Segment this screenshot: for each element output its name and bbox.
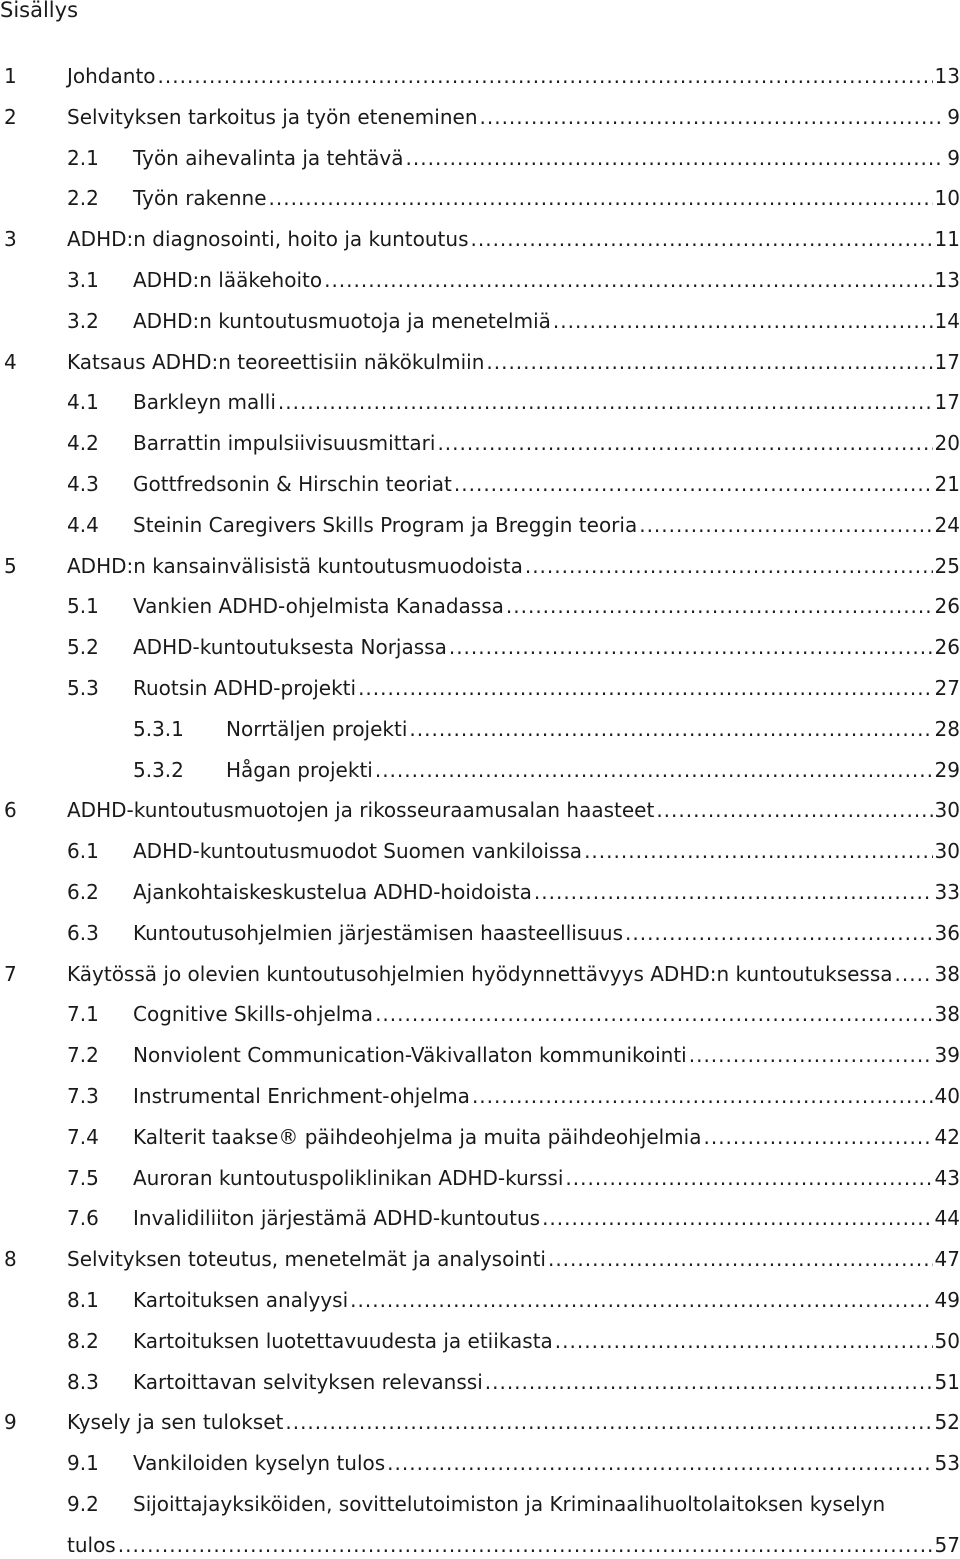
toc-entry-number: 6 [4, 798, 17, 822]
toc-entry-page: 14 [934, 309, 960, 333]
toc-entry-title: Työn rakenne [133, 186, 267, 210]
toc-entry-number: 4.2 [67, 431, 99, 455]
dot-leader [278, 388, 933, 416]
toc-entry-title: Gottfredsonin & Hirschin teoriat [133, 472, 452, 496]
dot-leader [486, 348, 932, 376]
toc-entry[interactable] [0, 1449, 960, 1477]
toc-entry-number: 5.1 [67, 594, 99, 618]
dot-leader [409, 715, 932, 743]
toc-entry-page: 21 [934, 472, 960, 496]
toc-entry-number: 3.1 [67, 268, 99, 292]
toc-entry-number: 7.4 [67, 1125, 99, 1149]
toc-entry-title: ADHD:n lääkehoito [133, 268, 323, 292]
toc-entry-page: 47 [934, 1247, 960, 1271]
toc-entry-number: 9 [4, 1410, 17, 1434]
toc-entry-number: 5 [4, 554, 17, 578]
toc-entry-title: Selvityksen toteutus, menetelmät ja analysointi [67, 1247, 546, 1271]
toc-entry-title: Hågan projekti [226, 758, 373, 782]
dot-leader [324, 266, 932, 294]
dot-leader [480, 103, 945, 131]
toc-entry-page: 33 [934, 880, 960, 904]
toc-entry-title: Cognitive Skills-ohjelma [133, 1002, 374, 1026]
toc-entry-title: ADHD:n kansainvälisistä kuntoutusmuodoista [67, 554, 523, 578]
toc-entry-page: 40 [934, 1084, 960, 1108]
dot-leader [625, 919, 933, 947]
toc-entry[interactable] [0, 225, 960, 253]
toc-entry-title: Sijoittajayksiköiden, sovittelutoimiston ja Kriminaalihuoltolaitoksen kyselyn [133, 1492, 886, 1516]
toc-entry[interactable] [0, 1123, 960, 1151]
toc-entry[interactable] [0, 1327, 960, 1355]
dot-leader [449, 633, 933, 661]
dot-leader [471, 225, 933, 253]
toc-entry-title: Kalterit taakse® päihdeohjelma ja muita päihdeohjelmia [133, 1125, 702, 1149]
toc-entry[interactable] [0, 796, 960, 824]
toc-entry-title: Barkleyn malli [133, 390, 276, 414]
toc-entry[interactable] [0, 552, 960, 580]
dot-leader [689, 1041, 933, 1069]
dot-leader [454, 470, 933, 498]
toc-entry-number: 4 [4, 350, 17, 374]
toc-entry-title: Käytössä jo olevien kuntoutusohjelmien hyödynnettävyys ADHD:n kuntoutuksessa [67, 962, 893, 986]
toc-entry-page: 51 [934, 1370, 960, 1394]
toc-entry-title: Ajankohtaiskeskustelua ADHD-hoidoista [133, 880, 532, 904]
toc-entry[interactable] [0, 1164, 960, 1192]
toc-heading: Sisällys [0, 0, 79, 22]
dot-leader [555, 1327, 933, 1355]
toc-entry-title: Ruotsin ADHD-projekti [133, 676, 357, 700]
dot-leader [542, 1204, 932, 1232]
toc-entry[interactable] [0, 592, 960, 620]
dot-leader [406, 144, 944, 172]
toc-entry-number: 4.1 [67, 390, 99, 414]
dot-leader [548, 1245, 933, 1273]
toc-entry[interactable] [0, 470, 960, 498]
toc-entry[interactable] [0, 184, 960, 212]
toc-entry-page: 49 [934, 1288, 960, 1312]
toc-entry[interactable] [0, 103, 960, 131]
dot-leader [639, 511, 932, 539]
dot-leader [350, 1286, 932, 1314]
toc-entry-number: 2.2 [67, 186, 99, 210]
toc-entry-title: ADHD:n kuntoutusmuotoja ja menetelmiä [133, 309, 551, 333]
toc-entry-number: 7.1 [67, 1002, 99, 1026]
toc-entry-page: 53 [934, 1451, 960, 1475]
toc-entry[interactable] [0, 1490, 960, 1518]
toc-entry[interactable] [0, 1286, 960, 1314]
dot-leader [375, 756, 933, 784]
toc-entry-page: 29 [934, 758, 960, 782]
dot-leader [565, 1164, 932, 1192]
dot-leader [656, 796, 932, 824]
toc-entry-number: 5.2 [67, 635, 99, 659]
toc-entry[interactable] [0, 1245, 960, 1273]
dot-leader [506, 592, 933, 620]
toc-entry-number: 7 [4, 962, 17, 986]
toc-entry[interactable] [0, 511, 960, 539]
toc-entry-title: Kartoittavan selvityksen relevanssi [133, 1370, 483, 1394]
toc-entry-title: Norrtäljen projekti [226, 717, 408, 741]
toc-entry-title: Työn aihevalinta ja tehtävä [133, 146, 404, 170]
toc-entry-number: 7.6 [67, 1206, 99, 1230]
toc-entry-title: Kuntoutusohjelmien järjestämisen haasteellisuus [133, 921, 623, 945]
toc-entry-page: 28 [934, 717, 960, 741]
toc-entry-title: Auroran kuntoutuspoliklinikan ADHD-kurssi [133, 1166, 564, 1190]
toc-entry-number: 8.2 [67, 1329, 99, 1353]
toc-entry-page: 11 [934, 227, 960, 251]
toc-entry[interactable] [0, 1082, 960, 1110]
toc-entry-title: Instrumental Enrichment-ohjelma [133, 1084, 470, 1108]
toc-entry[interactable] [0, 1041, 960, 1069]
toc-entry-page: 50 [934, 1329, 960, 1353]
toc-entry-title: ADHD-kuntoutusmuotojen ja rikosseuraamusalan haasteet [67, 798, 655, 822]
toc-entry[interactable] [0, 1204, 960, 1232]
toc-entry-number: 3.2 [67, 309, 99, 333]
toc-entry-title: Barrattin impulsiivisuusmittari [133, 431, 436, 455]
toc-entry[interactable] [0, 388, 960, 416]
toc-entry-number: 6.3 [67, 921, 99, 945]
toc-entry-page: 42 [934, 1125, 960, 1149]
toc-entry[interactable] [0, 633, 960, 661]
dot-leader [118, 1531, 933, 1559]
dot-leader [285, 1408, 932, 1436]
toc-entry-page: 17 [934, 390, 960, 414]
toc-entry-page: 24 [934, 513, 960, 537]
dot-leader [584, 837, 932, 865]
dot-leader [485, 1368, 933, 1396]
toc-entry-number: 2.1 [67, 146, 99, 170]
toc-entry[interactable] [0, 715, 960, 743]
toc-entry-page: 26 [934, 635, 960, 659]
toc-entry-number: 6.2 [67, 880, 99, 904]
toc-entry-title: ADHD-kuntoutuksesta Norjassa [133, 635, 447, 659]
toc-entry-title: Vankien ADHD-ohjelmista Kanadassa [133, 594, 504, 618]
toc-entry-number: 4.4 [67, 513, 99, 537]
dot-leader [437, 429, 932, 457]
toc-entry-page: 17 [934, 350, 960, 374]
toc-entry-number: 9.2 [67, 1492, 99, 1516]
dot-leader [703, 1123, 932, 1151]
toc-entry[interactable] [0, 837, 960, 865]
toc-entry-number: 6.1 [67, 839, 99, 863]
toc-entry[interactable] [0, 878, 960, 906]
toc-entry[interactable] [0, 266, 960, 294]
dot-leader [375, 1000, 932, 1028]
toc-entry[interactable] [0, 348, 960, 376]
dot-leader [358, 674, 932, 702]
toc-entry-page: 9 [947, 146, 960, 170]
toc-entry-page: 39 [934, 1043, 960, 1067]
toc-entry-page: 38 [934, 1002, 960, 1026]
toc-entry-title: Kartoituksen luotettavuudesta ja etiikasta [133, 1329, 553, 1353]
toc-entry-number: 7.3 [67, 1084, 99, 1108]
toc-entry[interactable] [0, 960, 960, 988]
toc-entry-title: Steinin Caregivers Skills Program ja Breggin teoria [133, 513, 638, 537]
toc-entry-number: 2 [4, 105, 17, 129]
toc-entry-page: 38 [934, 962, 960, 986]
toc-entry[interactable] [0, 62, 960, 90]
toc-entry-number: 5.3.1 [133, 717, 184, 741]
toc-entry-page: 43 [934, 1166, 960, 1190]
dot-leader [895, 960, 933, 988]
toc-entry[interactable] [0, 429, 960, 457]
toc-entry-page: 13 [934, 268, 960, 292]
dot-leader [525, 552, 933, 580]
dot-leader [472, 1082, 933, 1110]
toc-entry-page: 30 [934, 798, 960, 822]
toc-entry-title: Nonviolent Communication-Väkivallaton kommunikointi [133, 1043, 687, 1067]
toc-entry-page: 52 [934, 1410, 960, 1434]
toc-entry-title: Kartoituksen analyysi [133, 1288, 349, 1312]
dot-leader [553, 307, 933, 335]
toc-entry[interactable] [0, 919, 960, 947]
toc-entry-number: 8.3 [67, 1370, 99, 1394]
toc-entry-page: 26 [934, 594, 960, 618]
toc-entry-number: 7.2 [67, 1043, 99, 1067]
toc-entry[interactable] [0, 674, 960, 702]
toc-entry-title: ADHD-kuntoutusmuodot Suomen vankiloissa [133, 839, 583, 863]
dot-leader [534, 878, 933, 906]
toc-entry[interactable] [0, 1000, 960, 1028]
toc-entry-page: 36 [934, 921, 960, 945]
toc-entry-page: 25 [934, 554, 960, 578]
toc-entry-number: 8.1 [67, 1288, 99, 1312]
toc-entry-page: 20 [934, 431, 960, 455]
toc-entry-page: 57 [934, 1533, 960, 1557]
toc-entry-page: 9 [947, 105, 960, 129]
toc-entry-number: 7.5 [67, 1166, 99, 1190]
toc-entry[interactable] [0, 307, 960, 335]
toc-entry[interactable] [0, 1368, 960, 1396]
toc-entry-number: 9.1 [67, 1451, 99, 1475]
toc-entry-number: 1 [4, 64, 17, 88]
toc-entry-title: Selvityksen tarkoitus ja työn eteneminen [67, 105, 478, 129]
toc-entry-page: 10 [934, 186, 960, 210]
toc-entry-title: tulos [67, 1533, 116, 1557]
toc-entry-title: Kysely ja sen tulokset [67, 1410, 284, 1434]
toc-entry-title: Invalidiliiton järjestämä ADHD-kuntoutus [133, 1206, 541, 1230]
toc-entry-title: Vankiloiden kyselyn tulos [133, 1451, 386, 1475]
toc-entry-page: 44 [934, 1206, 960, 1230]
toc-entry-title: Johdanto [67, 64, 156, 88]
toc-entry-title: ADHD:n diagnosointi, hoito ja kuntoutus [67, 227, 469, 251]
toc-entry[interactable] [0, 1531, 960, 1559]
toc-entry-page: 13 [934, 64, 960, 88]
toc-entry[interactable] [0, 1408, 960, 1436]
toc-entry-page: 30 [934, 839, 960, 863]
toc-entry-number: 5.3 [67, 676, 99, 700]
dot-leader [158, 62, 933, 90]
toc-entry[interactable] [0, 756, 960, 784]
toc-entry-number: 8 [4, 1247, 17, 1271]
toc-entry-number: 4.3 [67, 472, 99, 496]
toc-entry-number: 3 [4, 227, 17, 251]
toc-entry[interactable] [0, 144, 960, 172]
toc-entry-page: 27 [934, 676, 960, 700]
toc-entry-title: Katsaus ADHD:n teoreettisiin näkökulmiin [67, 350, 485, 374]
dot-leader [387, 1449, 932, 1477]
toc-entry-number: 5.3.2 [133, 758, 184, 782]
dot-leader [269, 184, 933, 212]
